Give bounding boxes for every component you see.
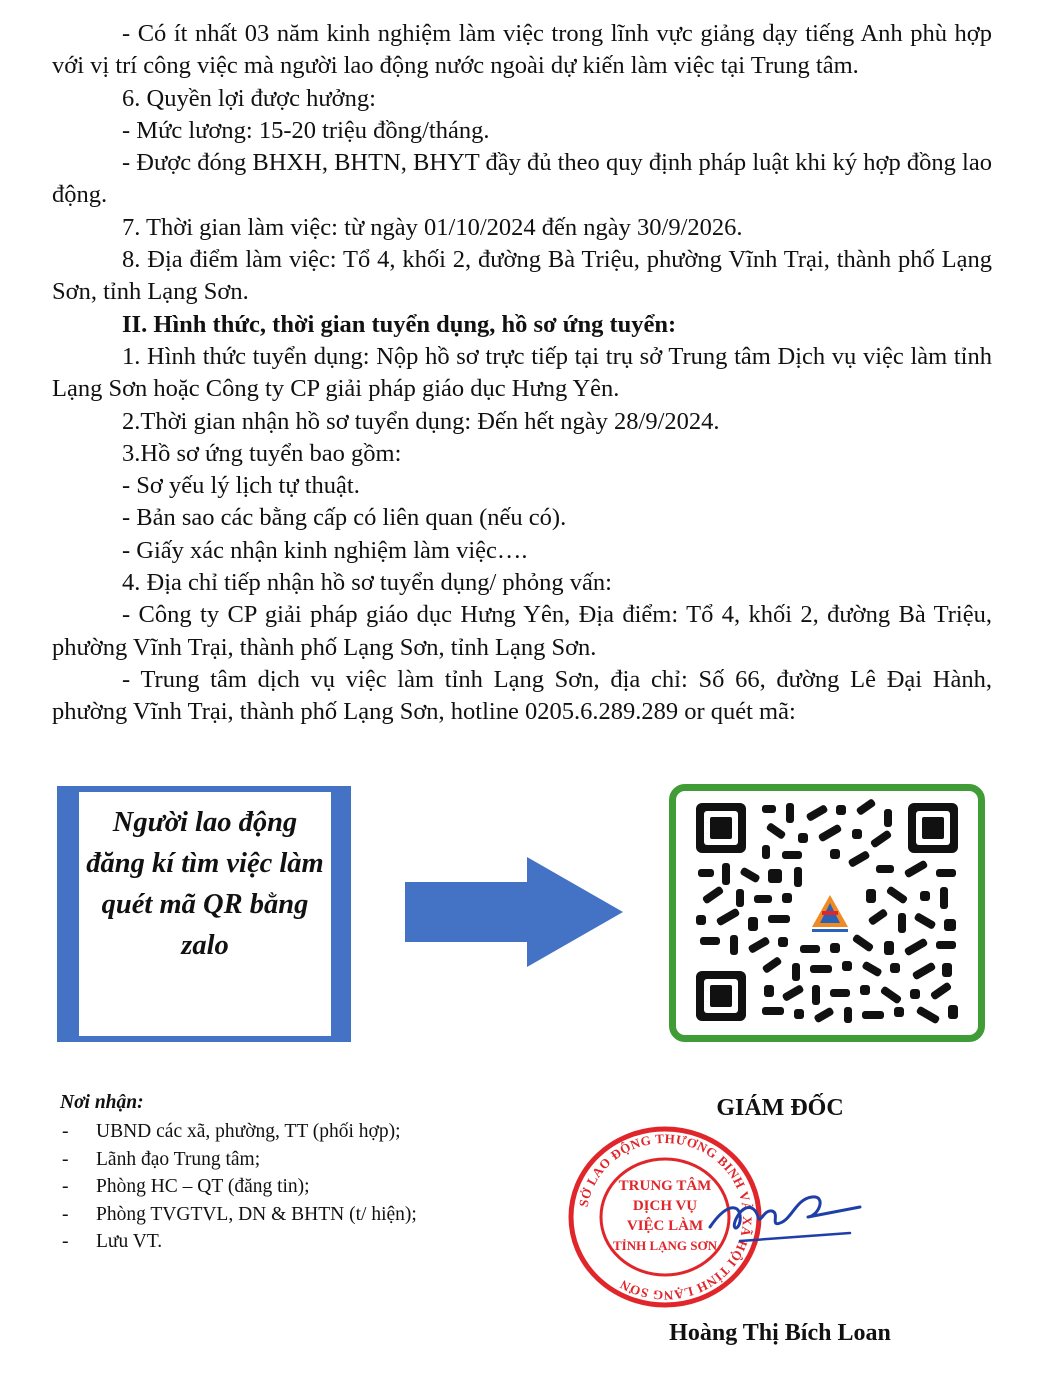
signer-title: GIÁM ĐỐC	[716, 1095, 844, 1121]
paragraph: 2.Thời gian nhận hồ sơ tuyển dụng: Đến hết ngày 28/9/2024.	[122, 407, 720, 435]
body-text	[52, 18, 992, 729]
svg-text:VIỆC LÀM: VIỆC LÀM	[626, 1218, 704, 1234]
list-item: - Lưu VT.	[60, 1228, 417, 1256]
paragraph: - Được đóng BHXH, BHTN, BHYT đầy đủ theo quy định pháp luật khi ký hợp đồng lao động.	[52, 149, 992, 209]
qr-instruction-inner	[79, 792, 331, 1036]
recipients-heading: Nơi nhận:	[60, 1092, 144, 1113]
paragraph: - Công ty CP giải pháp giáo dục Hưng Yên, Địa điểm: Tổ 4, khối 2, đường Bà Triệu, phường Vĩnh Trại, thành phố Lạng Sơn, tỉnh Lạng Sơn.	[52, 601, 992, 661]
list-item: - Phòng HC – QT (đăng tin);	[60, 1173, 417, 1201]
qr-code-icon[interactable]	[690, 799, 966, 1027]
paragraph: - Bản sao các bằng cấp có liên quan (nếu có).	[122, 504, 567, 532]
list-item: - Phòng TVGTVL, DN & BHTN (t/ hiện);	[60, 1201, 417, 1229]
signature-icon	[700, 1175, 870, 1255]
recipients-block	[60, 1092, 417, 1256]
paragraph: - Sơ yếu lý lịch tự thuật.	[122, 472, 360, 500]
paragraph: 8. Địa điểm làm việc: Tổ 4, khối 2, đường Bà Triệu, phường Vĩnh Trại, thành phố Lạng Sơn, tỉnh Lạng Sơn.	[52, 246, 992, 306]
list-item: - UBND các xã, phường, TT (phối hợp);	[60, 1118, 417, 1146]
paragraph: - Mức lương: 15-20 triệu đồng/tháng.	[122, 116, 490, 144]
paragraph: 6. Quyền lợi được hưởng:	[122, 84, 376, 112]
qr-instruction-text: Người lao động đăng kí tìm việc làm quét mã QR bằng zalo	[86, 807, 324, 961]
svg-text:TRUNG TÂM: TRUNG TÂM	[618, 1178, 712, 1194]
arrow-right-icon	[405, 857, 625, 967]
qr-instruction-box	[57, 786, 351, 1042]
paragraph: 7. Thời gian làm việc: từ ngày 01/10/2024 đến ngày 30/9/2026.	[122, 213, 743, 241]
list-item: - Lãnh đạo Trung tâm;	[60, 1146, 417, 1174]
paragraph: - Giấy xác nhận kinh nghiệm làm việc….	[122, 536, 528, 564]
paragraph: 3.Hồ sơ ứng tuyển bao gồm:	[122, 439, 402, 467]
paragraph: 4. Địa chỉ tiếp nhận hồ sơ tuyển dụng/ phỏng vấn:	[122, 569, 612, 597]
recipients-list	[60, 1118, 417, 1256]
paragraph: 1. Hình thức tuyển dụng: Nộp hồ sơ trực tiếp tại trụ sở Trung tâm Dịch vụ việc làm tỉnh Lạng Sơn hoặc Công ty CP giải pháp giáo dục Hưng Yên.	[52, 342, 992, 403]
section-heading: II. Hình thức, thời gian tuyển dụng, hồ sơ ứng tuyển:	[122, 310, 677, 338]
svg-text:TỈNH LẠNG SƠN: TỈNH LẠNG SƠN	[612, 1238, 718, 1253]
signer-name: Hoàng Thị Bích Loan	[669, 1320, 891, 1346]
svg-text:DỊCH VỤ: DỊCH VỤ	[632, 1198, 698, 1214]
svg-text:SỞ LAO ĐỘNG THƯƠNG BINH VÀ XÃ: SỞ LAO ĐỘNG THƯƠNG BINH VÀ XÃ HỘI TỈNH LẠNG SƠN	[575, 1130, 756, 1304]
paragraph: - Trung tâm dịch vụ việc làm tỉnh Lạng Sơn, địa chỉ: Số 66, đường Lê Đại Hành, phường Vĩnh Trại, thành phố Lạng Sơn, hotline 0205.6.289.289 or quét mã:	[52, 665, 992, 726]
paragraph: - Có ít nhất 03 năm kinh nghiệm làm việc trong lĩnh vực giảng dạy tiếng Anh phù hợp với vị trí công việc mà người lao động nước ngoài dự kiến làm việc tại Trung tâm.	[52, 20, 992, 80]
